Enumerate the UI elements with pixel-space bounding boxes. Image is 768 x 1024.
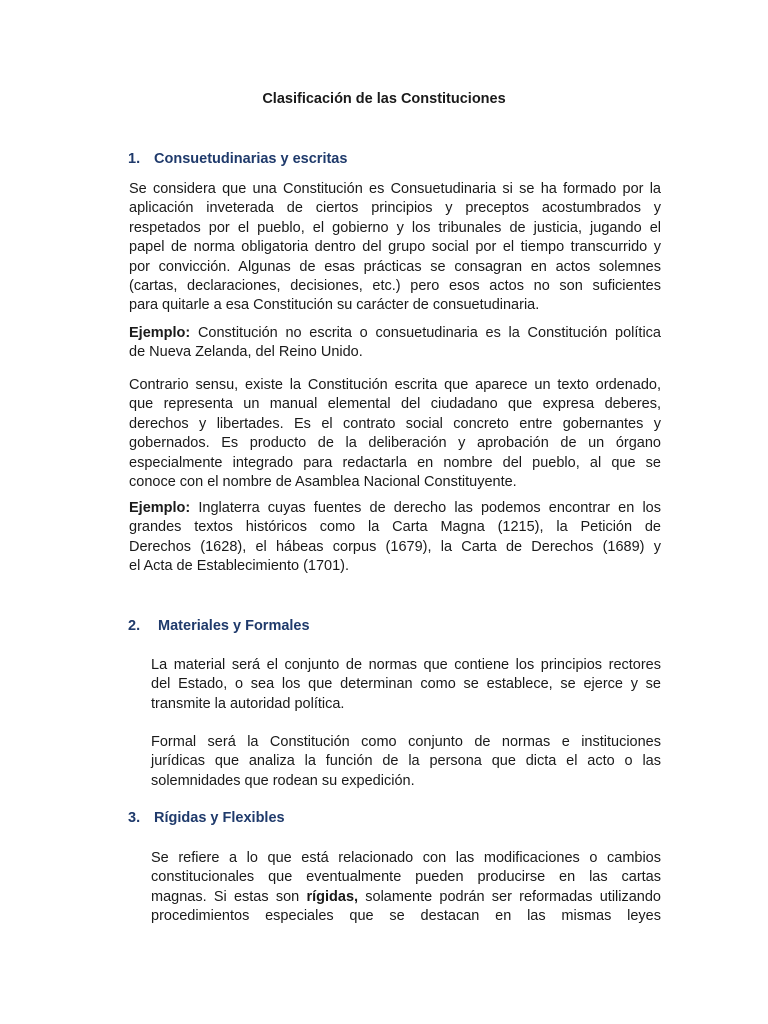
- text-line: respetados por el pueblo, el gobierno y los tribunales de justicia, jugando el: [129, 219, 661, 236]
- text-line: procedimientos especiales que se destacan en las mismas leyes: [151, 908, 661, 925]
- text-line: Derechos (1628), el hábeas corpus (1679), la Carta de Derechos (1689) y: [129, 538, 661, 555]
- section-2-paragraph-2: [151, 733, 661, 791]
- text-line: [129, 499, 661, 518]
- document-title: Clasificación de las Constituciones: [262, 91, 506, 107]
- section-3-heading: [128, 810, 285, 826]
- text-line: [129, 324, 661, 343]
- section-1-heading: [128, 151, 347, 167]
- section-3-number: 3.: [128, 810, 141, 826]
- text-line: aplicación inveterada de ciertos principios y preceptos acostumbrados y: [129, 200, 661, 217]
- text-line: Se refiere a lo que está relacionado con las modificaciones o cambios: [151, 850, 661, 866]
- section-2-number: 2.: [128, 618, 141, 634]
- bold-term: rígidas,: [306, 888, 359, 905]
- text-line: transmite la autoridad política.: [151, 695, 345, 712]
- section-1-example-1: [129, 324, 661, 363]
- text-fragment: magnas. Si estas son: [151, 888, 307, 905]
- section-1-paragraph-1: [129, 180, 661, 316]
- text-line: conoce con el nombre de Asamblea Nacional Constituyente.: [129, 474, 517, 491]
- text-line: constitucionales que eventualmente pueden producirse en las cartas: [151, 869, 661, 886]
- text-fragment: Inglaterra cuyas fuentes de derecho las podemos encontrar en los: [190, 500, 661, 516]
- text-line: (cartas, declaraciones, decisiones, etc.) pero esos actos no son suficientes: [129, 278, 661, 295]
- text-line: Formal será la Constitución como conjunto de normas e instituciones: [151, 734, 661, 750]
- section-2-paragraph-1: [151, 656, 661, 714]
- section-3-title: Rígidas y Flexibles: [154, 810, 285, 826]
- text-line: grandes textos históricos como la Carta Magna (1215), la Petición de: [129, 519, 661, 536]
- section-3-paragraph-1: [151, 849, 661, 927]
- text-line: Se considera que una Constitución es Consuetudinaria si se ha formado por la: [129, 181, 661, 197]
- example-label: Ejemplo:: [129, 325, 191, 341]
- text-fragment: Constitución no escrita o consuetudinaria es la Constitución política: [190, 325, 661, 341]
- section-1-example-2: [129, 499, 661, 577]
- section-2-heading: [128, 618, 310, 634]
- text-line: La material será el conjunto de normas que contiene los principios rectores: [151, 657, 661, 673]
- text-line: por convicción. Algunas de esas prácticas se consagran en actos solemnes: [129, 258, 661, 275]
- text-line: que representa un manual elemental del ciudadano que expresa deberes,: [129, 396, 661, 413]
- section-2-title: Materiales y Formales: [158, 618, 310, 634]
- text-line: el Acta de Establecimiento (1701).: [129, 558, 350, 575]
- text-line: especialmente integrado para redactarla en nombre del pueblo, al que se: [129, 454, 661, 471]
- text-line: gobernados. Es producto de la deliberación y aprobación de un órgano: [129, 435, 661, 452]
- text-line: papel de norma obligatoria dentro del grupo social por el tiempo transcurrido y: [129, 239, 661, 256]
- section-1-paragraph-2: [129, 376, 661, 492]
- example-label: Ejemplo:: [129, 500, 191, 516]
- text-line: del Estado, o sea los que determinan como se establece, se ejerce y se: [151, 676, 661, 693]
- text-line: Contrario sensu, existe la Constitución escrita que aparece un texto ordenado,: [129, 377, 661, 393]
- text-line: jurídicas que analiza la función de la persona que dicta el acto o las: [151, 753, 661, 770]
- text-line: para quitarle a esa Constitución su carácter de consuetudinaria.: [129, 297, 540, 314]
- text-line: derechos y libertades. Es el contrato social concreto entre gobernantes y: [129, 415, 661, 432]
- text-line: solemnidades que rodean su expedición.: [151, 772, 415, 789]
- text-line: de Nueva Zelanda, del Reino Unido.: [129, 344, 363, 361]
- text-line: [151, 888, 661, 907]
- section-1-title: Consuetudinarias y escritas: [154, 151, 348, 167]
- text-fragment: solamente podrán ser reformadas utilizando: [358, 888, 661, 905]
- section-1-number: 1.: [128, 151, 141, 167]
